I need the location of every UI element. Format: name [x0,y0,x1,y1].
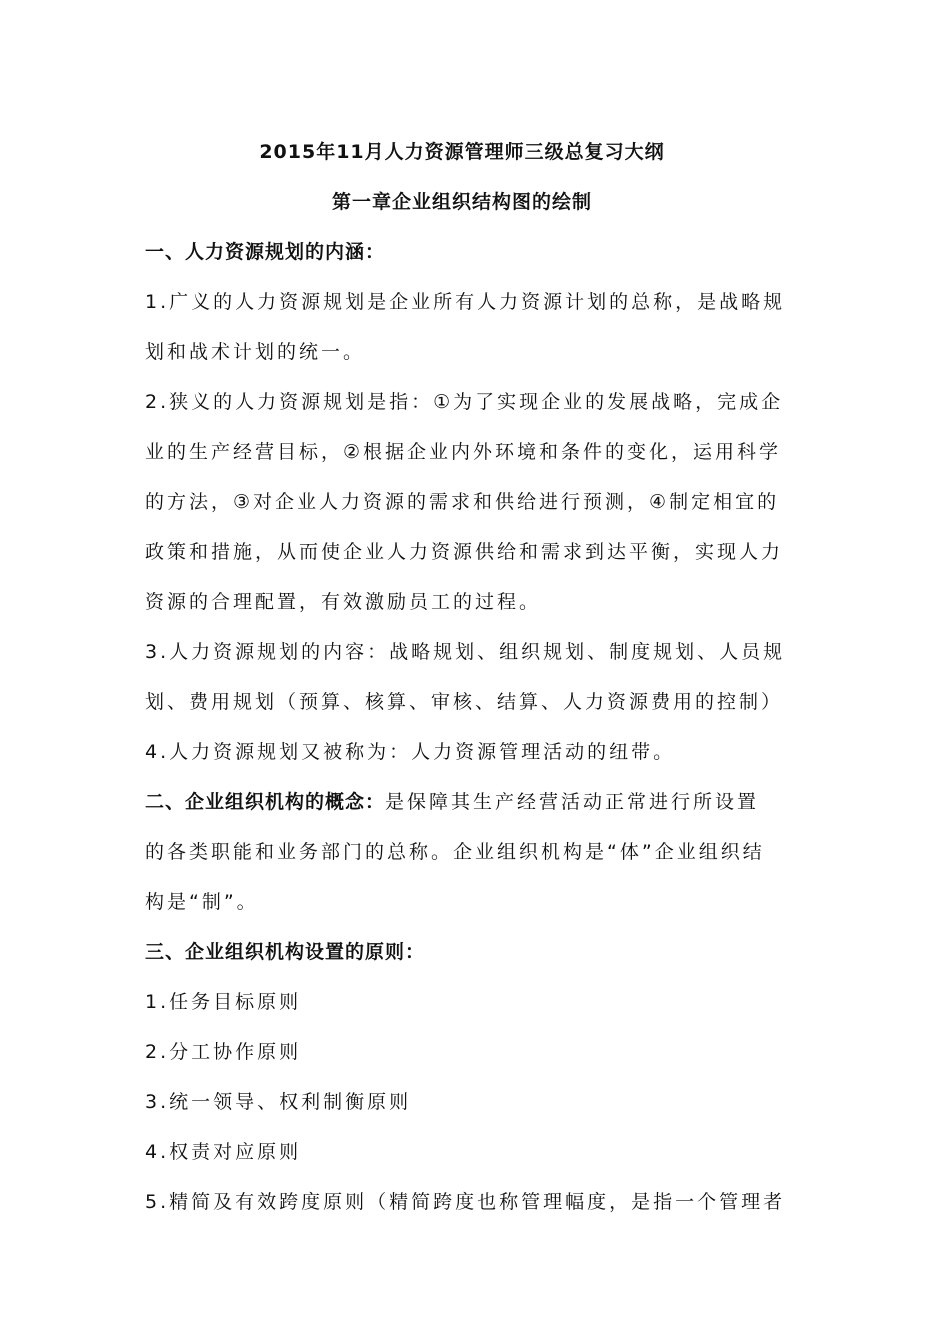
document-body [145,127,807,1227]
paragraph-line: 资源的合理配置，有效激励员工的过程。 [145,591,542,613]
paragraph-line: 业的生产经营目标，②根据企业内外环境和条件的变化，运用科学 [145,441,782,463]
paragraph-line: 构是“制”。 [145,891,259,913]
list-item: 5.精简及有效跨度原则（精简跨度也称管理幅度，是指一个管理者 [145,1191,786,1213]
paragraph-line [145,777,807,827]
paragraph-line: 划和战术计划的统一。 [145,341,366,363]
paragraph-line: 1.广义的人力资源规划是企业所有人力资源计划的总称，是战略规 [145,291,786,313]
section-heading: 三、企业组织机构设置的原则： [145,941,426,963]
list-item: 2.分工协作原则 [145,1041,302,1063]
paragraph-line: 的方法，③对企业人力资源的需求和供给进行预测，④制定相宜的 [145,491,780,513]
paragraph-line: 3.人力资源规划的内容：战略规划、组织规划、制度规划、人员规 [145,641,786,663]
paragraph-line: 4.人力资源规划又被称为：人力资源管理活动的纽带。 [145,741,676,763]
section-heading-inline: 二、企业组织机构的概念： [145,791,386,813]
section-heading: 一、人力资源规划的内涵： [145,241,386,263]
chapter-title: 第一章企业组织结构图的绘制 [331,191,592,213]
paragraph-line: 2.狭义的人力资源规划是指：①为了实现企业的发展战略，完成企 [145,391,784,413]
list-item: 3.统一领导、权利制衡原则 [145,1091,412,1113]
paragraph-text: 是保障其生产经营活动正常进行所设置 [385,791,760,813]
paragraph-line: 的各类职能和业务部门的总称。企业组织机构是“体”企业组织结 [145,841,765,863]
document-title: 2015年11月人力资源管理师三级总复习大纲 [259,141,665,163]
list-item: 1.任务目标原则 [145,991,302,1013]
paragraph-line: 政策和措施，从而使企业人力资源供给和需求到达平衡，实现人力 [145,541,784,563]
paragraph-line: 划、费用规划（预算、核算、审核、结算、人力资源费用的控制） [145,691,784,713]
list-item: 4.权责对应原则 [145,1141,302,1163]
